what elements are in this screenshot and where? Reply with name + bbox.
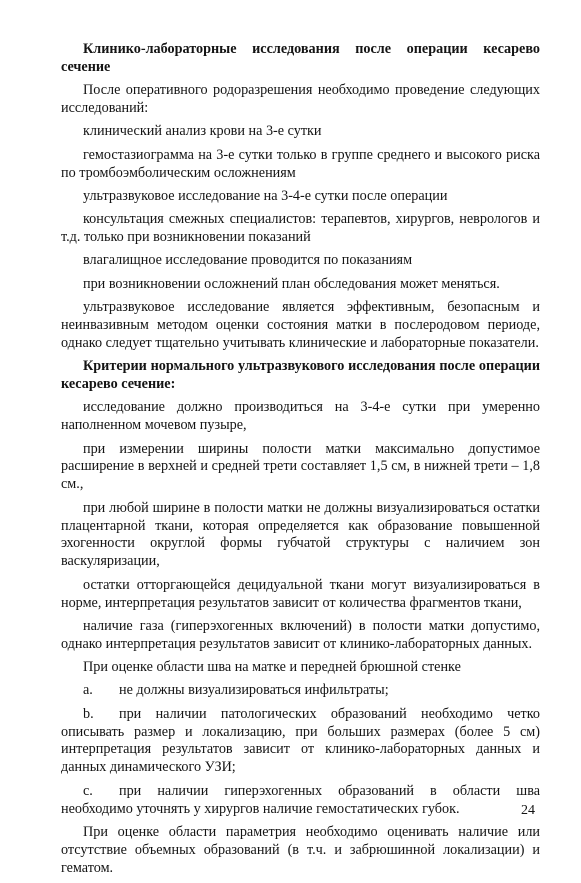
list-item-text: при наличии гиперэхогенных образований в области шва необходимо уточнять у хирургов наличие гемостатических губок. <box>61 782 540 817</box>
intro-paragraph: После оперативного родоразрешения необходимо проведение следующих исследований: <box>61 82 540 117</box>
exam-item-plan-change: при возникновении осложнений план обследования может меняться. <box>83 275 500 292</box>
exam-item-blood-test: клинический анализ крови на 3-е сутки <box>83 123 322 140</box>
criteria-item: при любой ширине в полости матки не должны визуализироваться остатки плацентарной ткани, которая определяется как образование повышенной эхогенности округлой формы губчатой структуры с наличием зон васкуляризации, <box>61 499 540 570</box>
criteria-item: исследование должно производиться на 3-4-е сутки при умеренно наполненном мочевом пузыре, <box>61 399 540 434</box>
exam-item-hemostasiogram: гемостазиограмма на 3-е сутки только в группе среднего и высокого риска по тромбоэмболическим осложнениям <box>61 146 540 181</box>
list-marker: c. <box>83 782 93 799</box>
list-marker: a. <box>83 682 93 699</box>
scar-list-item <box>61 682 540 700</box>
exam-item-ultrasound: ультразвуковое исследование на 3-4-е сутки после операции <box>83 187 448 204</box>
page-number: 24 <box>521 803 535 818</box>
criteria-item: при измерении ширины полости матки максимально допустимое расширение в верхней и средней трети составляет 1,5 см, в нижней трети – 1,8 см., <box>61 440 540 493</box>
document-body <box>61 41 540 883</box>
scar-list-item <box>61 783 540 819</box>
parametrium-paragraph: При оценке области параметрия необходимо оценивать наличие или отсутствие объемных образований (в т.ч. и забрюшинной локализации) и гематом. <box>61 823 540 876</box>
list-item-text: при наличии патологических образований необходимо четко описывать размер и локализацию, при больших размерах (более 5 см) интерпретация результатов зависит от клинико-лабораторных данных и данных динамического УЗИ; <box>61 705 540 776</box>
exam-item-vaginal-exam: влагалищное исследование проводится по показаниям <box>83 252 413 269</box>
ultrasound-paragraph: ультразвуковое исследование является эффективным, безопасным и неинвазивным методом оценки состояния матки в послеродовом периоде, однако следует тщательно учитывать клинические и лабораторные показатели. <box>61 299 540 351</box>
list-item-text: не должны визуализироваться инфильтраты; <box>119 682 389 699</box>
scar-list-item <box>61 706 540 778</box>
section-heading-criteria: Критерии нормального ультразвукового исследования после операции кесарево сечение: <box>61 358 540 393</box>
criteria-item: наличие газа (гиперэхогенных включений) в полости матки допустимо, однако интерпретация результатов зависит от клинико-лабораторных данных. <box>61 617 540 652</box>
scar-intro-paragraph: При оценке области шва на матке и передней брюшной стенке <box>83 659 461 676</box>
list-marker: b. <box>83 705 94 722</box>
exam-item-consultation: консультация смежных специалистов: терапевтов, хирургов, неврологов и т.д. только при возникновении показаний <box>61 211 540 246</box>
section-heading-clinical-lab: Клинико-лабораторные исследования после операции кесарево сечение <box>61 41 540 75</box>
criteria-item: остатки отторгающейся децидуальной ткани могут визуализироваться в норме, интерпретация результатов зависит от количества фрагментов ткани, <box>61 576 540 611</box>
